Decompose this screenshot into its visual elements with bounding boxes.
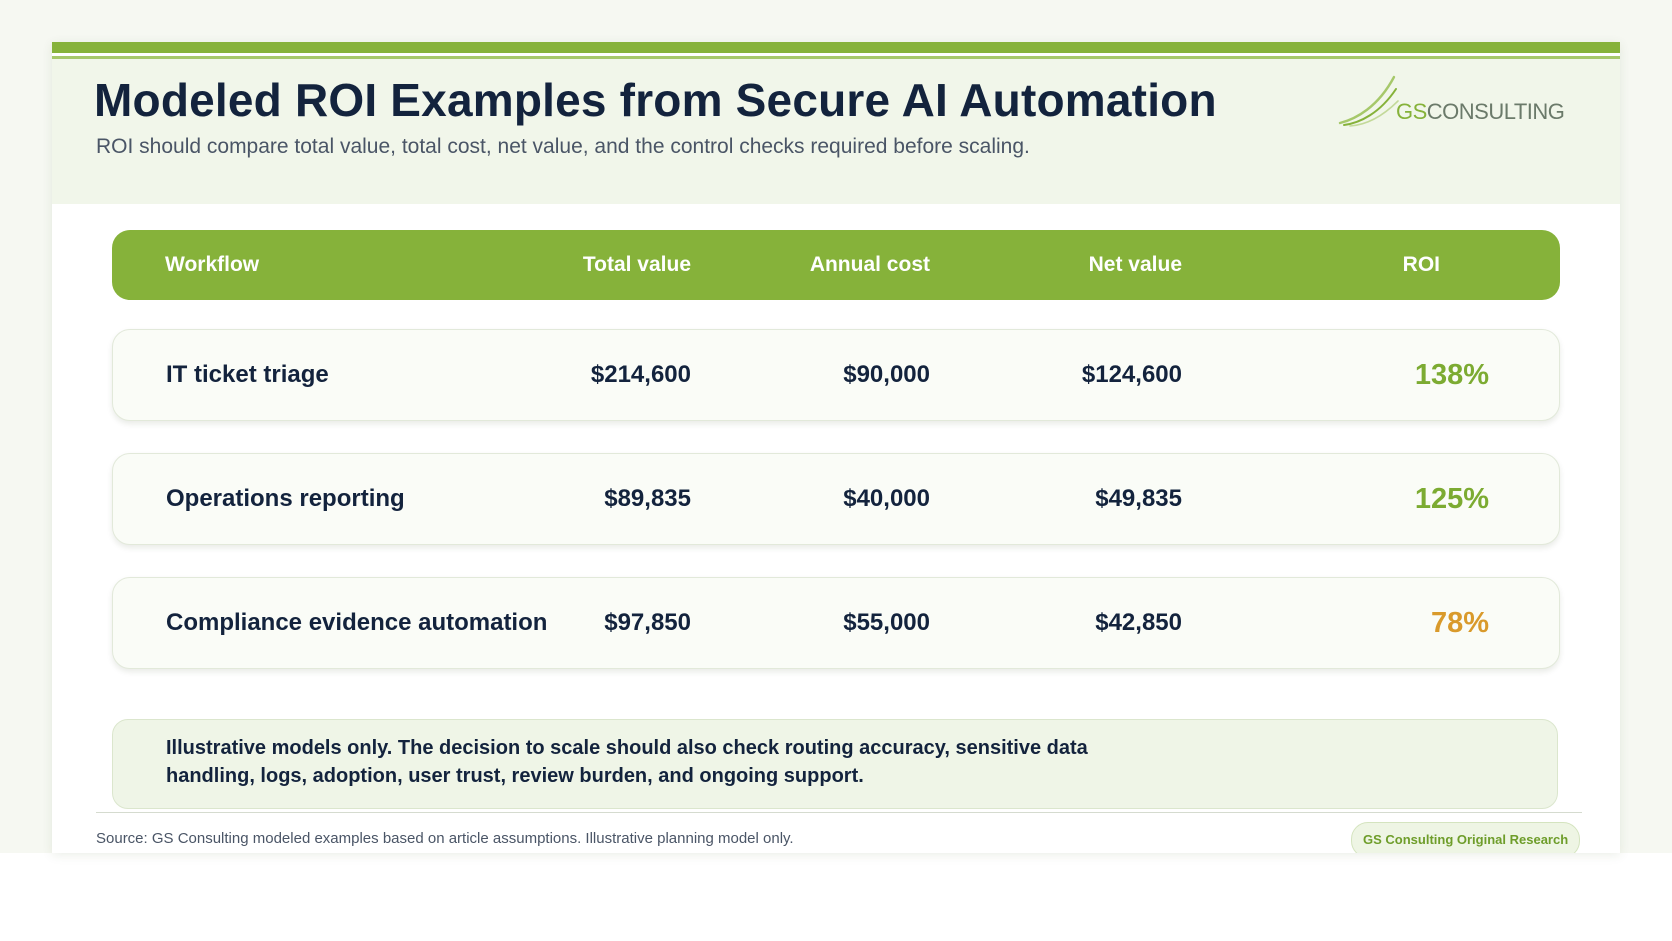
- cell-workflow: Compliance evidence automation: [166, 609, 548, 636]
- logo-wordmark-accent: GS: [1396, 99, 1427, 124]
- cell-net-value: $49,835: [1095, 485, 1182, 512]
- disclaimer-note: [112, 719, 1558, 809]
- cell-net-value: $42,850: [1095, 609, 1182, 636]
- table-header: [112, 230, 1560, 300]
- column-header-workflow: Workflow: [165, 253, 260, 276]
- cell-total-value: $214,600: [590, 361, 691, 388]
- footer-divider: [96, 812, 1582, 813]
- cell-net-value: $124,600: [1081, 361, 1182, 388]
- logo-wordmark-rest: CONSULTING: [1426, 99, 1565, 124]
- header-band: [52, 59, 1620, 204]
- column-header-annual-cost: Annual cost: [809, 253, 930, 276]
- cell-total-value: $89,835: [604, 485, 691, 512]
- column-header-net-value: Net value: [1088, 253, 1182, 276]
- cell-roi: 138%: [1414, 359, 1489, 391]
- column-header-roi: ROI: [1402, 253, 1440, 276]
- cell-workflow: IT ticket triage: [166, 361, 329, 388]
- cell-annual-cost: $40,000: [843, 485, 930, 512]
- slide-card: [52, 42, 1620, 853]
- cell-annual-cost: $90,000: [843, 361, 930, 388]
- table-row: [112, 577, 1560, 669]
- source-footnote: Source: GS Consulting modeled examples based on article assumptions. Illustrative planning model only.: [96, 830, 794, 847]
- company-logo: [1338, 73, 1578, 137]
- cell-roi: 125%: [1414, 483, 1489, 515]
- research-badge: GS Consulting Original Research: [1351, 822, 1580, 853]
- cell-total-value: $97,850: [604, 609, 691, 636]
- page-title: Modeled ROI Examples from Secure AI Automation: [94, 74, 1217, 126]
- cell-workflow: Operations reporting: [166, 485, 405, 512]
- cell-annual-cost: $55,000: [843, 609, 930, 636]
- table-row: [112, 329, 1560, 421]
- column-header-total-value: Total value: [582, 253, 691, 276]
- logo-wordmark: [1396, 99, 1564, 125]
- page-subtitle: ROI should compare total value, total cost, net value, and the control checks required before scaling.: [96, 135, 1030, 158]
- accent-top-bar: [52, 42, 1620, 53]
- swoosh-logo-icon: [1338, 73, 1400, 127]
- disclaimer-text: Illustrative models only. The decision to scale should also check routing accuracy, sensitive data handling, logs, adoption, user trust, review burden, and ongoing support.: [166, 737, 1088, 787]
- table-row: [112, 453, 1560, 545]
- cell-roi: 78%: [1430, 607, 1489, 639]
